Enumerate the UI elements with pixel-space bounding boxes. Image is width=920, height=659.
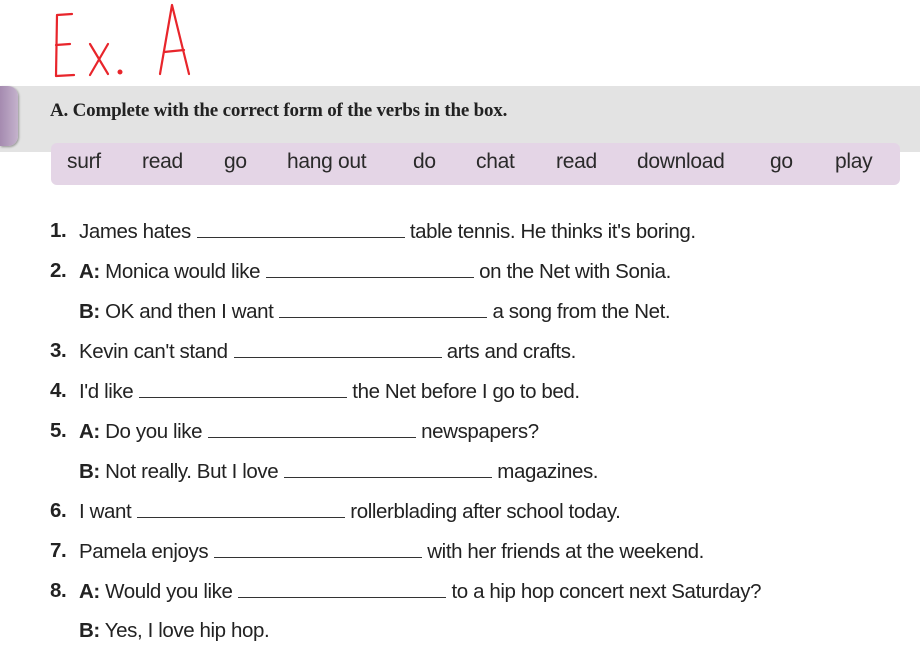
item-text-before: Kevin can't stand — [79, 340, 228, 363]
answer-blank[interactable] — [238, 579, 446, 598]
item-text-after: on the Net with Sonia. — [479, 260, 671, 283]
item-number: 6. — [50, 499, 67, 522]
item-text-before: Yes, I love hip hop. — [104, 619, 270, 642]
answer-blank[interactable] — [234, 339, 442, 358]
item-text-after: rollerblading after school today. — [350, 500, 621, 523]
item-text-after: table tennis. He thinks it's boring. — [409, 220, 696, 243]
item-text-after: with her friends at the weekend. — [427, 540, 704, 563]
item-text-after: to a hip hop concert next Saturday? — [451, 580, 762, 603]
verb-play: play — [835, 150, 873, 173]
answer-blank[interactable] — [197, 219, 405, 238]
item-number: 8. — [50, 579, 67, 602]
verb-chat: chat — [476, 150, 515, 173]
verb-download: download — [637, 150, 725, 173]
item-text-before: I want — [79, 500, 132, 523]
item-text-before: Pamela enjoys — [79, 540, 209, 563]
speaker-label: B: — [79, 619, 100, 642]
item-text-before: OK and then I want — [105, 300, 274, 323]
speaker-label: B: — [79, 300, 100, 323]
item-text-after: a song from the Net. — [492, 300, 671, 323]
answer-blank[interactable] — [208, 419, 416, 438]
verb-go: go — [224, 150, 247, 173]
item-text-before: James hates — [79, 220, 191, 243]
item-text-after: arts and crafts. — [446, 340, 576, 363]
item-number: 5. — [50, 419, 67, 442]
speaker-label: A: — [79, 420, 100, 443]
verb-do: do — [413, 150, 436, 173]
speaker-label: B: — [79, 460, 100, 483]
handwritten-label — [50, 0, 220, 82]
item-text-before: I'd like — [79, 380, 134, 403]
item-text-before: Do you like — [105, 420, 203, 443]
page-tab-decoration — [0, 86, 18, 146]
verb-hang-out: hang out — [287, 150, 367, 173]
item-text-after: the Net before I go to bed. — [352, 380, 580, 403]
instruction-text: A. Complete with the correct form of the verbs in the box. — [50, 100, 508, 121]
speaker-label: A: — [79, 260, 100, 283]
answer-blank[interactable] — [284, 459, 492, 478]
verb-read-2: read — [556, 150, 597, 173]
item-text-before: Monica would like — [105, 260, 261, 283]
answer-blank[interactable] — [214, 539, 422, 558]
answer-blank[interactable] — [137, 499, 345, 518]
item-number: 7. — [50, 539, 67, 562]
answer-blank[interactable] — [139, 379, 347, 398]
item-number: 4. — [50, 379, 67, 402]
answer-blank[interactable] — [266, 259, 474, 278]
item-number: 1. — [50, 219, 67, 242]
item-text-before: Not really. But I love — [105, 460, 279, 483]
item-number: 2. — [50, 259, 67, 282]
item-text-after: newspapers? — [421, 420, 539, 443]
item-number: 3. — [50, 339, 67, 362]
verb-read: read — [142, 150, 183, 173]
verb-surf: surf — [67, 150, 101, 173]
item-text-after: magazines. — [497, 460, 599, 483]
answer-blank[interactable] — [279, 299, 487, 318]
verb-go-2: go — [770, 150, 793, 173]
item-text-before: Would you like — [105, 580, 233, 603]
speaker-label: A: — [79, 580, 100, 603]
